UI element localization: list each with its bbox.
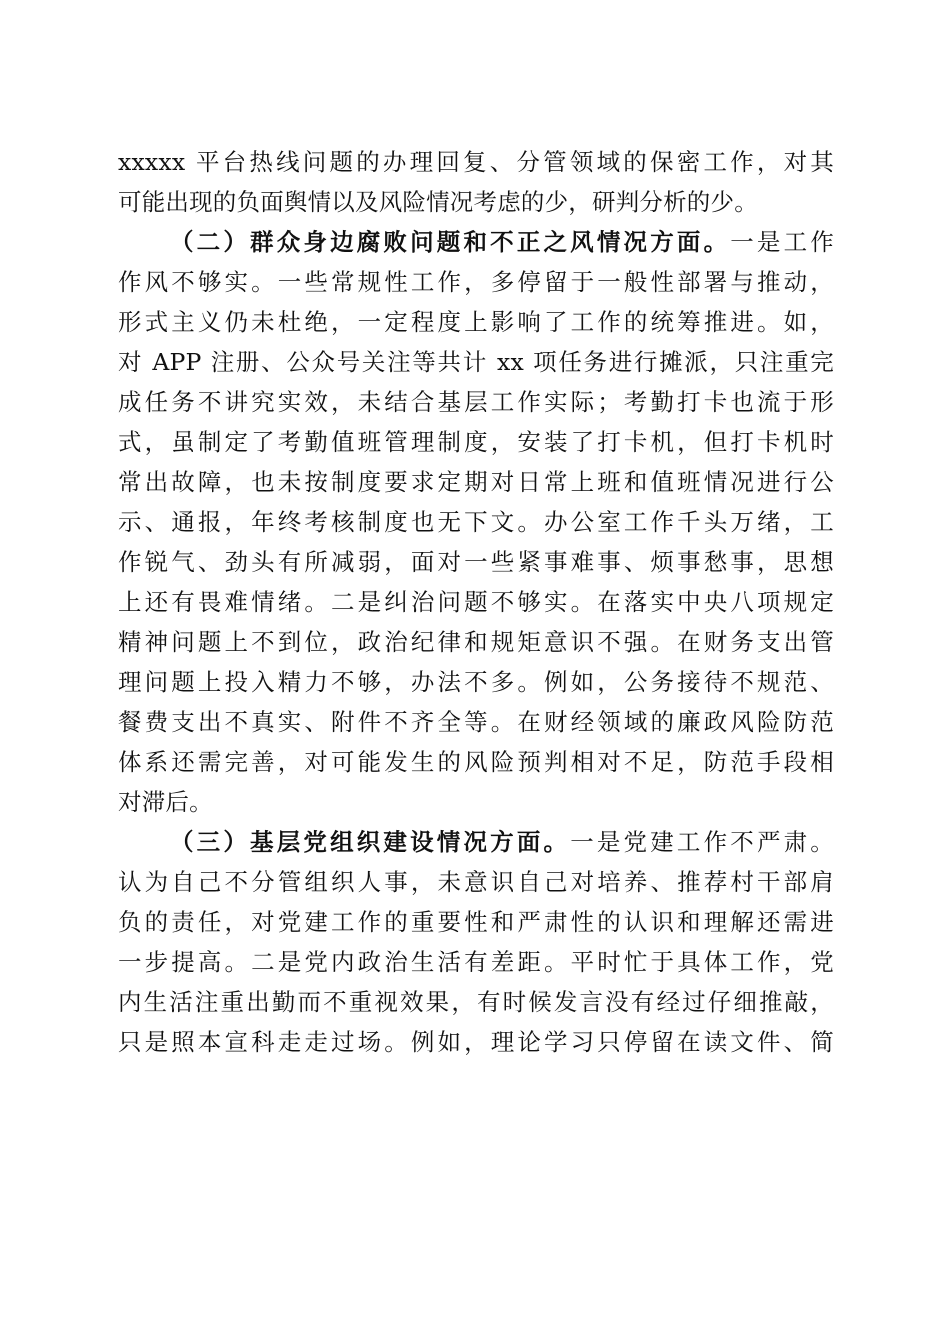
text-line: 可能出现的负面舆情以及风险情况考虑的少，研判分析的少。 <box>118 188 758 216</box>
heading-trailing-text: 一是党建工作不严肃。 <box>570 828 834 856</box>
text-line: 常出故障，也未按制度要求定期对日常上班和值班情况进行公 <box>118 468 834 496</box>
text-line: 理问题上投入精力不够，办法不多。例如，公务接待不规范、 <box>118 668 834 696</box>
document-page <box>118 142 834 1062</box>
text-line: 式，虽制定了考勤值班管理制度，安装了打卡机，但打卡机时 <box>118 428 834 456</box>
paragraph-2 <box>118 222 834 822</box>
text-line: 成任务不讲究实效，未结合基层工作实际；考勤打卡也流于形 <box>118 388 834 416</box>
heading-trailing-text: 一是工作 <box>730 228 834 256</box>
text-line: 对 APP 注册、公众号关注等共计 xx 项任务进行摊派，只注重完 <box>118 348 834 376</box>
text-line: 作锐气、劲头有所减弱，面对一些紧事难事、烦事愁事，思想 <box>118 548 834 576</box>
text-line: 示、通报，年终考核制度也无下文。办公室工作千头万绪，工 <box>118 508 834 536</box>
text-line: 作风不够实。一些常规性工作，多停留于一般性部署与推动， <box>118 268 834 296</box>
paragraph-first-line <box>118 822 834 862</box>
text-line: 体系还需完善，对可能发生的风险预判相对不足，防范手段相 <box>118 748 834 776</box>
text-line: 内生活注重出勤而不重视效果，有时候发言没有经过仔细推敲， <box>118 988 834 1016</box>
text-line: 对滞后。 <box>118 788 213 816</box>
text-line: 负的责任，对党建工作的重要性和严肃性的认识和理解还需进 <box>118 908 834 936</box>
text-line: 认为自己不分管组织人事，未意识自己对培养、推荐村干部肩 <box>118 868 834 896</box>
paragraph-first-line <box>118 222 834 262</box>
section-heading: （三）基层党组织建设情况方面。 <box>170 828 571 856</box>
paragraph-3 <box>118 822 834 1062</box>
text-line: 形式主义仍未杜绝，一定程度上影响了工作的统筹推进。如， <box>118 308 834 336</box>
section-heading: （二）群众身边腐败问题和不正之风情况方面。 <box>170 228 731 256</box>
text-line: 上还有畏难情绪。二是纠治问题不够实。在落实中央八项规定 <box>118 588 834 616</box>
text-line: 精神问题上不到位，政治纪律和规矩意识不强。在财务支出管 <box>118 628 834 656</box>
paragraph-1 <box>118 142 834 222</box>
text-line: xxxxx 平台热线问题的办理回复、分管领域的保密工作，对其 <box>118 148 834 176</box>
text-line: 只是照本宣科走走过场。例如，理论学习只停留在读文件、简 <box>118 1028 834 1056</box>
text-line: 餐费支出不真实、附件不齐全等。在财经领域的廉政风险防范 <box>118 708 834 736</box>
text-line: 一步提高。二是党内政治生活有差距。平时忙于具体工作，党 <box>118 948 834 976</box>
